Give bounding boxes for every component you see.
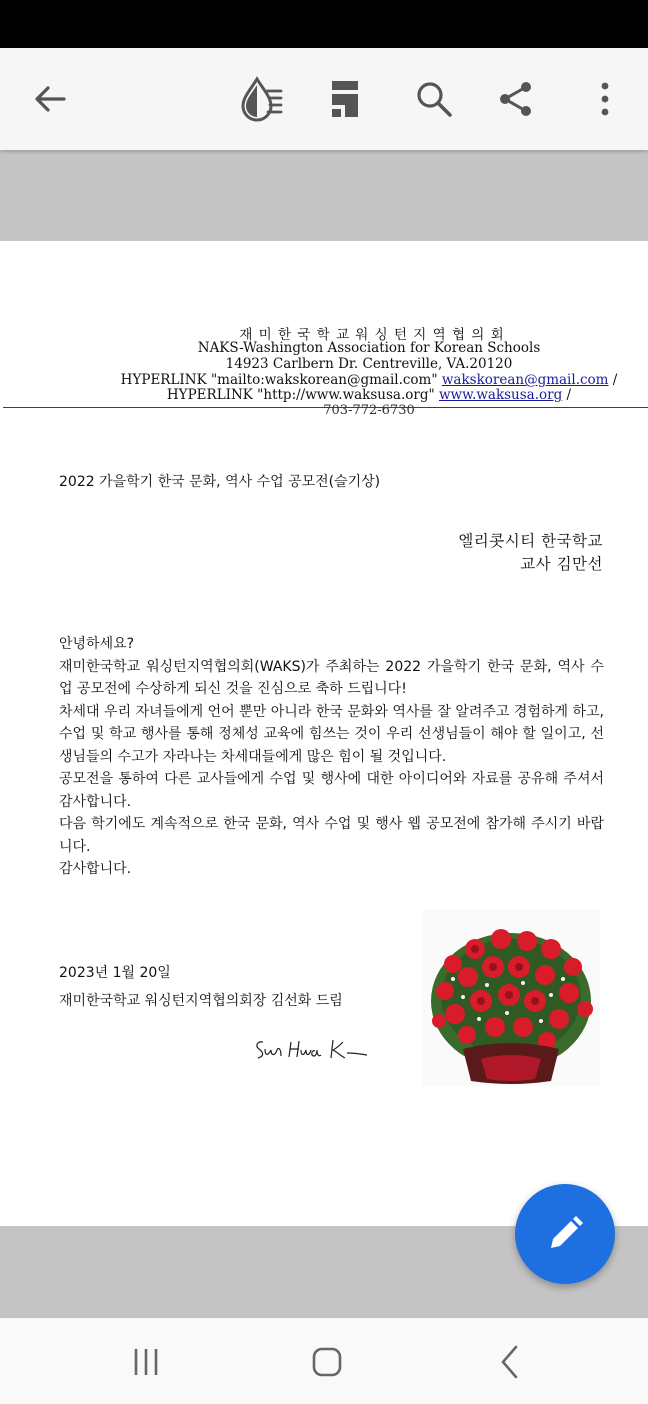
letterhead-phone: 703-772-6730 bbox=[323, 403, 415, 418]
web-separator: / bbox=[562, 387, 572, 403]
letter-date: 2023년 1월 20일 bbox=[59, 965, 171, 981]
recipient-school: 엘리콧시티 한국학교 bbox=[458, 532, 603, 550]
home-button[interactable] bbox=[307, 1342, 347, 1382]
back-arrow-icon bbox=[30, 79, 70, 119]
back-icon bbox=[498, 1345, 522, 1379]
letter-subject: 2022 가을학기 한국 문화, 역사 수업 공모전(슬기상) bbox=[59, 474, 381, 490]
letter-paragraph: 다음 학기에도 계속적으로 한국 문화, 역사 수업 및 행사 웹 공모전에 참가해 주시기 바랍니다. bbox=[59, 816, 604, 855]
letter-paragraph: 감사합니다. bbox=[59, 861, 132, 877]
letter-body bbox=[59, 633, 604, 881]
email-separator: / bbox=[608, 372, 618, 388]
letterhead-email-line bbox=[45, 372, 648, 388]
search-button[interactable] bbox=[409, 74, 459, 124]
reading-mode-button[interactable] bbox=[236, 74, 286, 124]
letter-sender: 재미한국학교 워싱턴지역협의회장 김선화 드림 bbox=[59, 993, 343, 1009]
app-toolbar bbox=[0, 48, 648, 150]
letterhead-web-line bbox=[45, 387, 648, 403]
recipient-name: 교사 김만선 bbox=[520, 555, 603, 573]
system-back-button[interactable] bbox=[490, 1342, 530, 1382]
system-navigation-bar bbox=[0, 1318, 648, 1404]
page-layout-button[interactable] bbox=[321, 74, 371, 124]
recent-apps-icon bbox=[131, 1347, 161, 1377]
web-link[interactable]: www.waksusa.org bbox=[438, 387, 563, 403]
reading-mode-icon bbox=[237, 75, 285, 123]
recent-apps-button[interactable] bbox=[126, 1342, 166, 1382]
letterhead-address: 14923 Carlbern Dr. Centreville, VA.20120 bbox=[225, 356, 513, 372]
email-hyperlink-code: HYPERLINK "mailto:wakskorean@gmail.com" bbox=[120, 372, 442, 388]
status-bar bbox=[0, 0, 648, 48]
document-page bbox=[0, 241, 648, 1226]
letter-paragraph: 안녕하세요? bbox=[59, 636, 135, 652]
rose-bouquet-image bbox=[423, 909, 600, 1086]
email-link[interactable]: wakskorean@gmail.com bbox=[441, 372, 609, 388]
edit-pencil-icon bbox=[545, 1214, 585, 1254]
page-layout-icon bbox=[328, 79, 364, 119]
more-options-button[interactable] bbox=[580, 74, 630, 124]
signature-image bbox=[253, 1036, 369, 1066]
letterhead-org-korean: 재 미 한 국 학 교 워 싱 턴 지 역 협 의 회 bbox=[239, 327, 505, 343]
more-options-icon bbox=[599, 81, 611, 117]
letter-paragraph: 공모전을 통하여 다른 교사들에게 수업 및 행사에 대한 아이디어와 자료를 공유해 주셔서 감사합니다. bbox=[59, 771, 604, 810]
share-icon bbox=[496, 79, 536, 119]
web-hyperlink-code: HYPERLINK "http://www.waksusa.org" bbox=[166, 387, 439, 403]
search-icon bbox=[414, 79, 454, 119]
back-button[interactable] bbox=[25, 74, 75, 124]
edit-fab-button[interactable] bbox=[515, 1184, 615, 1284]
letterhead-org-english: NAKS-Washington Association for Korean Schools bbox=[197, 340, 541, 356]
letter-paragraph: 재미한국학교 워싱턴지역협의회(WAKS)가 주최하는 2022 가을학기 한국 문화, 역사 수업 공모전에 수상하게 되신 것을 진심으로 축하 드립니다! bbox=[59, 658, 604, 697]
home-icon bbox=[311, 1346, 343, 1378]
share-button[interactable] bbox=[491, 74, 541, 124]
letter-paragraph: 차세대 우리 자녀들에게 언어 뿐만 아니라 한국 문화와 역사를 잘 알려주고 경험하게 하고, 수업 및 학교 행사를 통해 정체성 교육에 힘쓰는 것이 우리 선생님들이 해야 할 일이고, 선생님들의 수고가 자라나는 차세대들에게 많은 힘이 될 것입니다. bbox=[59, 703, 604, 765]
